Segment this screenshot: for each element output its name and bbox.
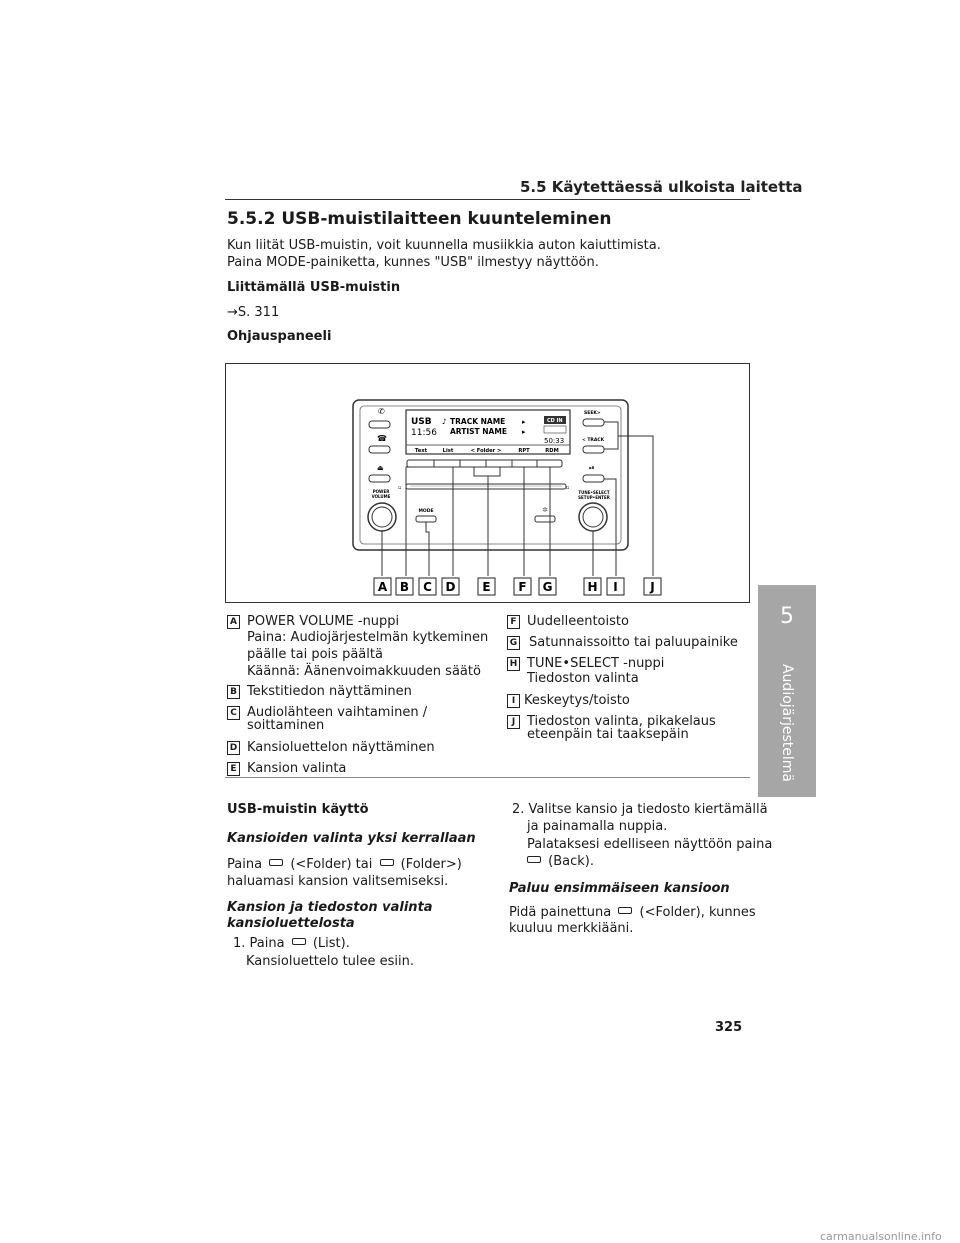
chapter-tab-label [758,649,816,797]
legend-h-line-1: TUNE•SELECT -nuppi [527,656,665,671]
display-source: USB [411,417,432,427]
watermark: carmanualsonline.info [820,1230,942,1243]
svg-text:E: E [482,580,491,594]
legend-item-b [227,684,412,699]
button-icon [380,859,394,866]
usage-sub1-a: Paina [227,857,263,872]
usage-sub2-line2: kansioluettelosta [227,916,355,931]
legend-key-c: C [227,706,240,720]
svg-text:▫: ▫ [398,485,402,491]
section-header: 5.5 Käytettäessä ulkoista laitetta [520,178,803,196]
legend-d-line-1: Kansioluettelon näyttäminen [247,740,435,755]
legend-a-line-1: POWER VOLUME -nuppi [247,614,400,629]
legend-a-line-4: Käännä: Äänenvoimakkuuden säätö [247,664,481,679]
svg-text:☎: ☎ [377,434,387,443]
panel-heading: Ohjauspaneeli [227,329,332,344]
svg-text:✲: ✲ [542,506,548,514]
page-title: 5.5.2 USB-muistilaitteen kuunteleminen [227,209,612,229]
chapter-tab-text: Audiojärjestelmä [779,663,795,783]
usage-heading: USB-muistin käyttö [227,802,369,817]
usage-step2-line2: ja painamalla nuppia. [527,819,668,834]
display-track: TRACK NAME [450,417,506,426]
svg-text:POWER: POWER [372,489,390,494]
usage-sub1-line1 [227,856,462,873]
svg-text:RPT: RPT [518,448,530,454]
legend-j-line-1: Tiedoston valinta, pikakelaus [527,714,716,729]
svg-text:< Folder >: < Folder > [470,448,502,454]
legend-item-f [507,614,629,629]
usage-step2-line4 [527,853,594,870]
legend-c-line-1: Audiolähteen vaihtaminen / [247,705,428,720]
connect-heading: Liittämällä USB-muistin [227,280,401,295]
svg-text:RDM: RDM [545,448,559,454]
legend-key-h: H [507,657,520,671]
usage-sub1-c: (Folder>) [400,857,462,872]
svg-text:H: H [587,580,598,594]
display-time: 11:56 [411,428,437,438]
usage-step2-d: (Back). [548,854,594,869]
legend-key-i: I [507,694,520,708]
svg-text:▫: ▫ [566,485,570,491]
button-icon [527,856,541,863]
legend-item-j [507,714,716,742]
display-artist: ARTIST NAME [450,427,507,436]
button-icon [292,938,306,945]
usage-sub3-b: (<Folder), kunnes [639,905,756,920]
legend-c-line-2: soittaminen [247,718,325,733]
legend-key-g: G [507,636,520,650]
legend-j-line-2: eteenpäin tai taaksepäin [527,727,689,742]
legend-item-e [227,761,347,776]
svg-text:SETUP•ENTER: SETUP•ENTER [578,495,610,500]
header-rule [225,199,750,200]
legend-a-line-3: päälle tai pois päältä [247,647,383,662]
svg-text:B: B [399,580,410,594]
svg-text:A: A [377,580,388,594]
svg-text:< TRACK: < TRACK [582,438,605,443]
legend-item-c [227,705,428,733]
legend-key-a: A [227,615,240,629]
legend-divider [225,777,750,778]
legend-a-line-2: Paina: Audiojärjestelmän kytkeminen [247,630,489,645]
svg-text:▸: ▸ [522,428,526,436]
legend-key-e: E [227,762,240,776]
legend-e-line-1: Kansion valinta [247,761,347,776]
svg-text:♪: ♪ [442,417,447,426]
legend-key-j: J [507,715,520,729]
legend-g-line-1: Satunnaissoitto tai paluupainike [529,635,738,650]
connect-ref: →S. 311 [227,305,280,320]
svg-text:F: F [518,580,527,594]
button-icon [269,859,283,866]
usage-sub2-line1: Kansion ja tiedoston valinta [227,900,433,915]
svg-text:MODE: MODE [418,509,434,514]
usage-sub3: Paluu ensimmäiseen kansioon [509,881,730,896]
intro-line-2: Paina MODE-painiketta, kunnes "USB" ilmestyy näyttöön. [227,255,599,270]
usage-sub3-line1 [509,904,756,921]
legend-item-d [227,740,435,755]
legend-f-line-1: Uudelleentoisto [527,614,629,629]
legend-key-b: B [227,685,240,699]
usage-step1-result: Kansioluettelo tulee esiin. [246,954,415,969]
legend-i-line-1: Keskeytys/toisto [524,693,630,708]
usage-step2-line3: Palataksesi edelliseen näyttöön paina [527,837,773,852]
usage-sub3-line2: kuuluu merkkiääni. [509,921,634,936]
usage-step1-a: 1. Paina [233,936,285,951]
intro-line-1: Kun liität USB-muistin, voit kuunnella musiikkia auton kaiuttimista. [227,238,661,253]
usage-sub3-a: Pidä painettuna [509,905,612,920]
svg-text:G: G [542,580,553,594]
display-cd-badge: CD IN [547,418,563,424]
usage-sub1-b: (<Folder) tai [290,857,373,872]
legend-key-d: D [227,741,240,755]
chapter-tab-number: 5 [758,585,816,649]
legend-b-line-1: Tekstitiedon näyttäminen [247,684,412,699]
button-icon [618,907,632,914]
usage-sub1-line2: haluamasi kansion valitsemiseksi. [227,874,449,889]
legend-key-f: F [507,615,520,629]
control-panel-diagram [225,363,750,603]
svg-text:TUNE•SELECT: TUNE•SELECT [578,490,610,495]
page-number: 325 [715,1020,743,1035]
svg-text:List: List [442,448,454,454]
svg-text:✆: ✆ [378,407,385,416]
svg-text:D: D [445,580,456,594]
svg-text:⏏: ⏏ [377,464,384,472]
legend-item-g [507,635,738,650]
svg-text:C: C [423,580,432,594]
legend-h-line-2: Tiedoston valinta [527,671,639,686]
svg-text:⏯: ⏯ [589,464,595,472]
usage-step2-line1: 2. Valitse kansio ja tiedosto kiertämällä [512,802,768,817]
svg-text:▸: ▸ [522,418,526,426]
legend-item-i [507,693,630,708]
svg-text:I: I [613,580,618,594]
display-elapsed: 50:33 [544,437,565,445]
legend-item-a [227,614,489,679]
svg-text:J: J [650,580,655,594]
svg-text:Text: Text [414,448,428,454]
svg-text:SEEK>: SEEK> [584,411,601,416]
legend-item-h [507,656,665,686]
usage-sub1: Kansioiden valinta yksi kerrallaan [227,831,476,846]
svg-text:VOLUME: VOLUME [371,494,391,499]
usage-step1 [233,935,350,952]
usage-step1-b: (List). [312,936,350,951]
